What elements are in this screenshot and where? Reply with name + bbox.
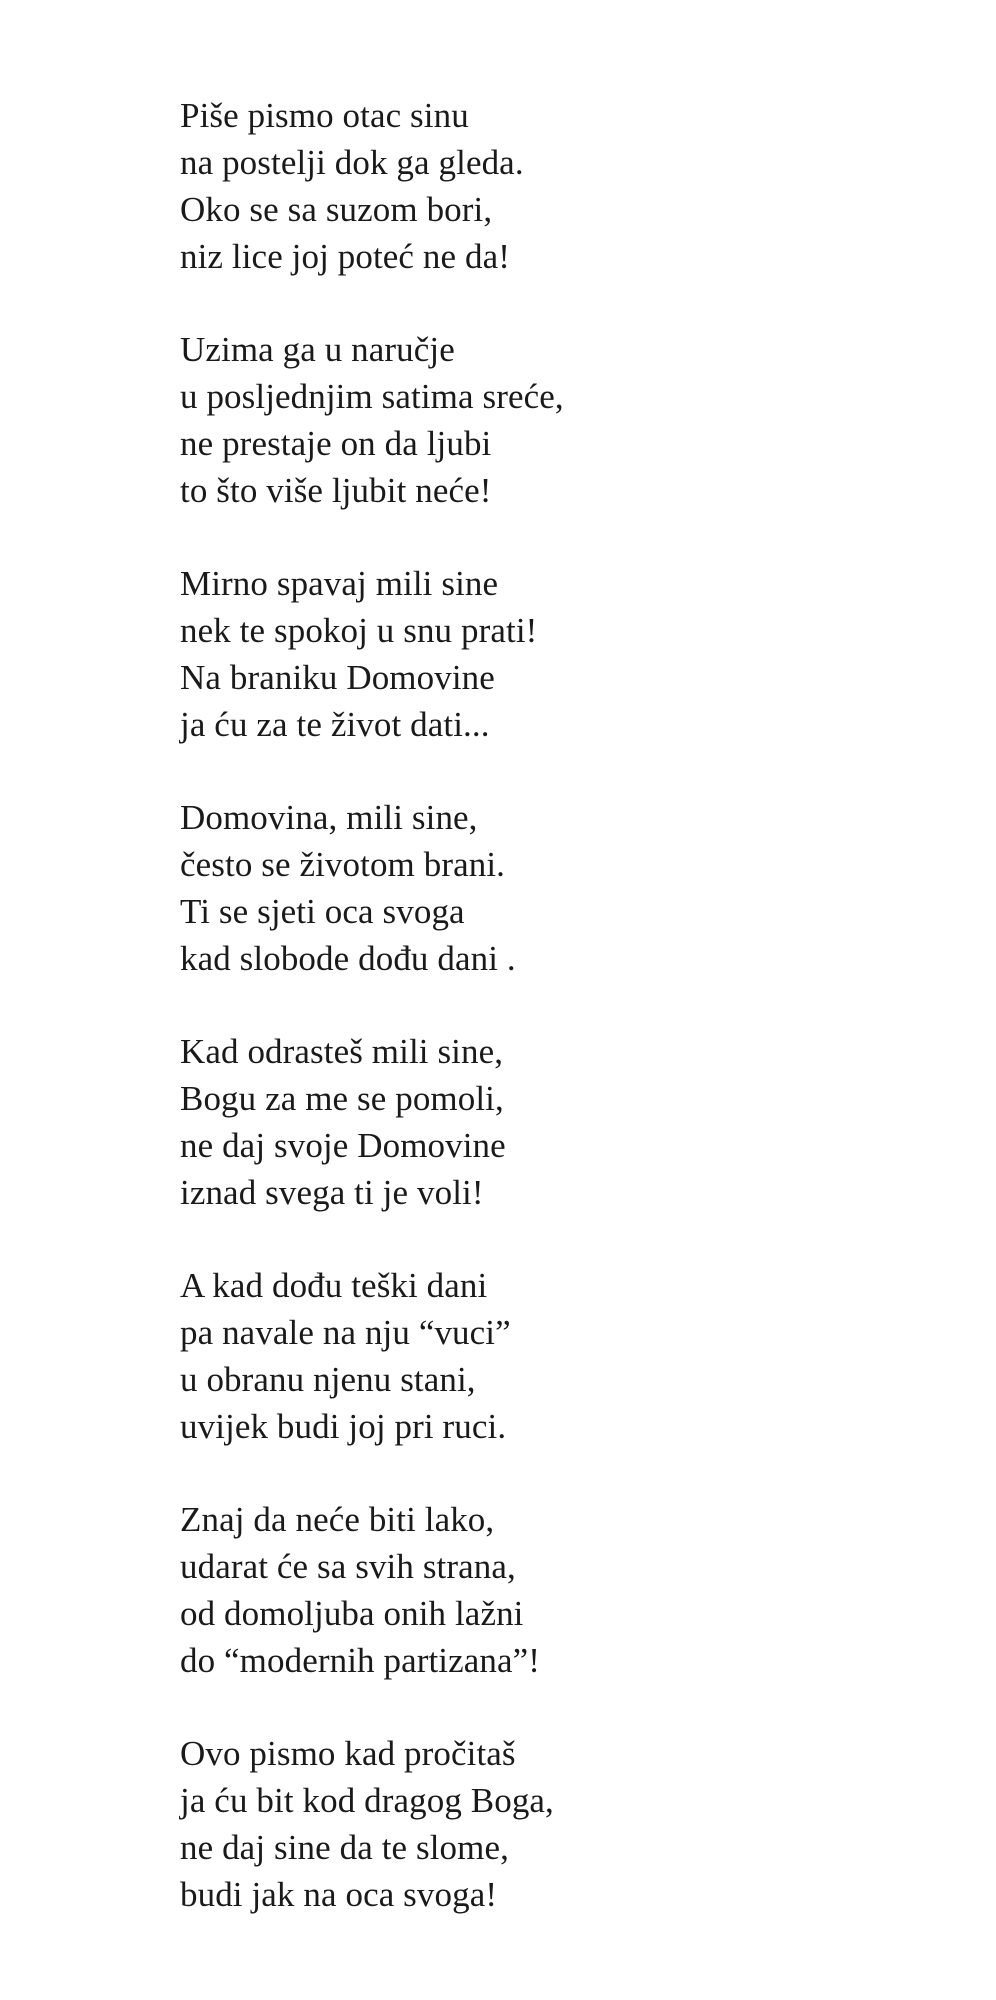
poem-line: kad slobode dođu dani .: [180, 939, 516, 978]
poem-line: uvijek budi joj pri ruci.: [180, 1407, 507, 1446]
poem-line: do “modernih partizana”!: [180, 1641, 541, 1680]
stanza-8: [180, 1730, 880, 1918]
poem-line: ja ću za te život dati...: [180, 705, 490, 744]
poem-line: u posljednjim satima sreće,: [180, 377, 564, 416]
poem-line: to što više ljubit neće!: [180, 471, 492, 510]
stanza-4: [180, 794, 880, 982]
poem-line: pa navale na nju “vuci”: [180, 1313, 511, 1352]
poem-line: A kad dođu teški dani: [180, 1266, 488, 1305]
poem-line: ne prestaje on da ljubi: [180, 424, 492, 463]
poem-line: iznad svega ti je voli!: [180, 1173, 484, 1212]
stanza-1: [180, 92, 880, 280]
poem-line: Znaj da neće biti lako,: [180, 1500, 495, 1539]
poem-line: Kad odrasteš mili sine,: [180, 1032, 504, 1071]
poem-line: Uzima ga u naručje: [180, 330, 455, 369]
poem-page: [180, 92, 880, 1964]
poem-line: Piše pismo otac sinu: [180, 96, 469, 135]
poem-line: Bogu za me se pomoli,: [180, 1079, 504, 1118]
poem-line: na postelji dok ga gleda.: [180, 143, 524, 182]
stanza-7: [180, 1496, 880, 1684]
poem-line: Domovina, mili sine,: [180, 798, 478, 837]
poem-line: Ti se sjeti oca svoga: [180, 892, 465, 931]
stanza-3: [180, 560, 880, 748]
poem-line: budi jak na oca svoga!: [180, 1875, 498, 1914]
poem-line: Oko se sa suzom bori,: [180, 190, 493, 229]
poem-line: od domoljuba onih lažni: [180, 1594, 524, 1633]
stanza-2: [180, 326, 880, 514]
poem-line: niz lice joj poteć ne da!: [180, 237, 510, 276]
poem-line: često se životom brani.: [180, 845, 505, 884]
poem-line: Ovo pismo kad pročitaš: [180, 1734, 516, 1773]
poem-line: ne daj svoje Domovine: [180, 1126, 506, 1165]
poem-line: ne daj sine da te slome,: [180, 1828, 509, 1867]
poem-line: udarat će sa svih strana,: [180, 1547, 516, 1586]
poem-line: u obranu njenu stani,: [180, 1360, 476, 1399]
poem-line: ja ću bit kod dragog Boga,: [180, 1781, 554, 1820]
poem-line: nek te spokoj u snu prati!: [180, 611, 538, 650]
stanza-6: [180, 1262, 880, 1450]
stanza-5: [180, 1028, 880, 1216]
poem-line: Na braniku Domovine: [180, 658, 495, 697]
poem-line: Mirno spavaj mili sine: [180, 564, 499, 603]
